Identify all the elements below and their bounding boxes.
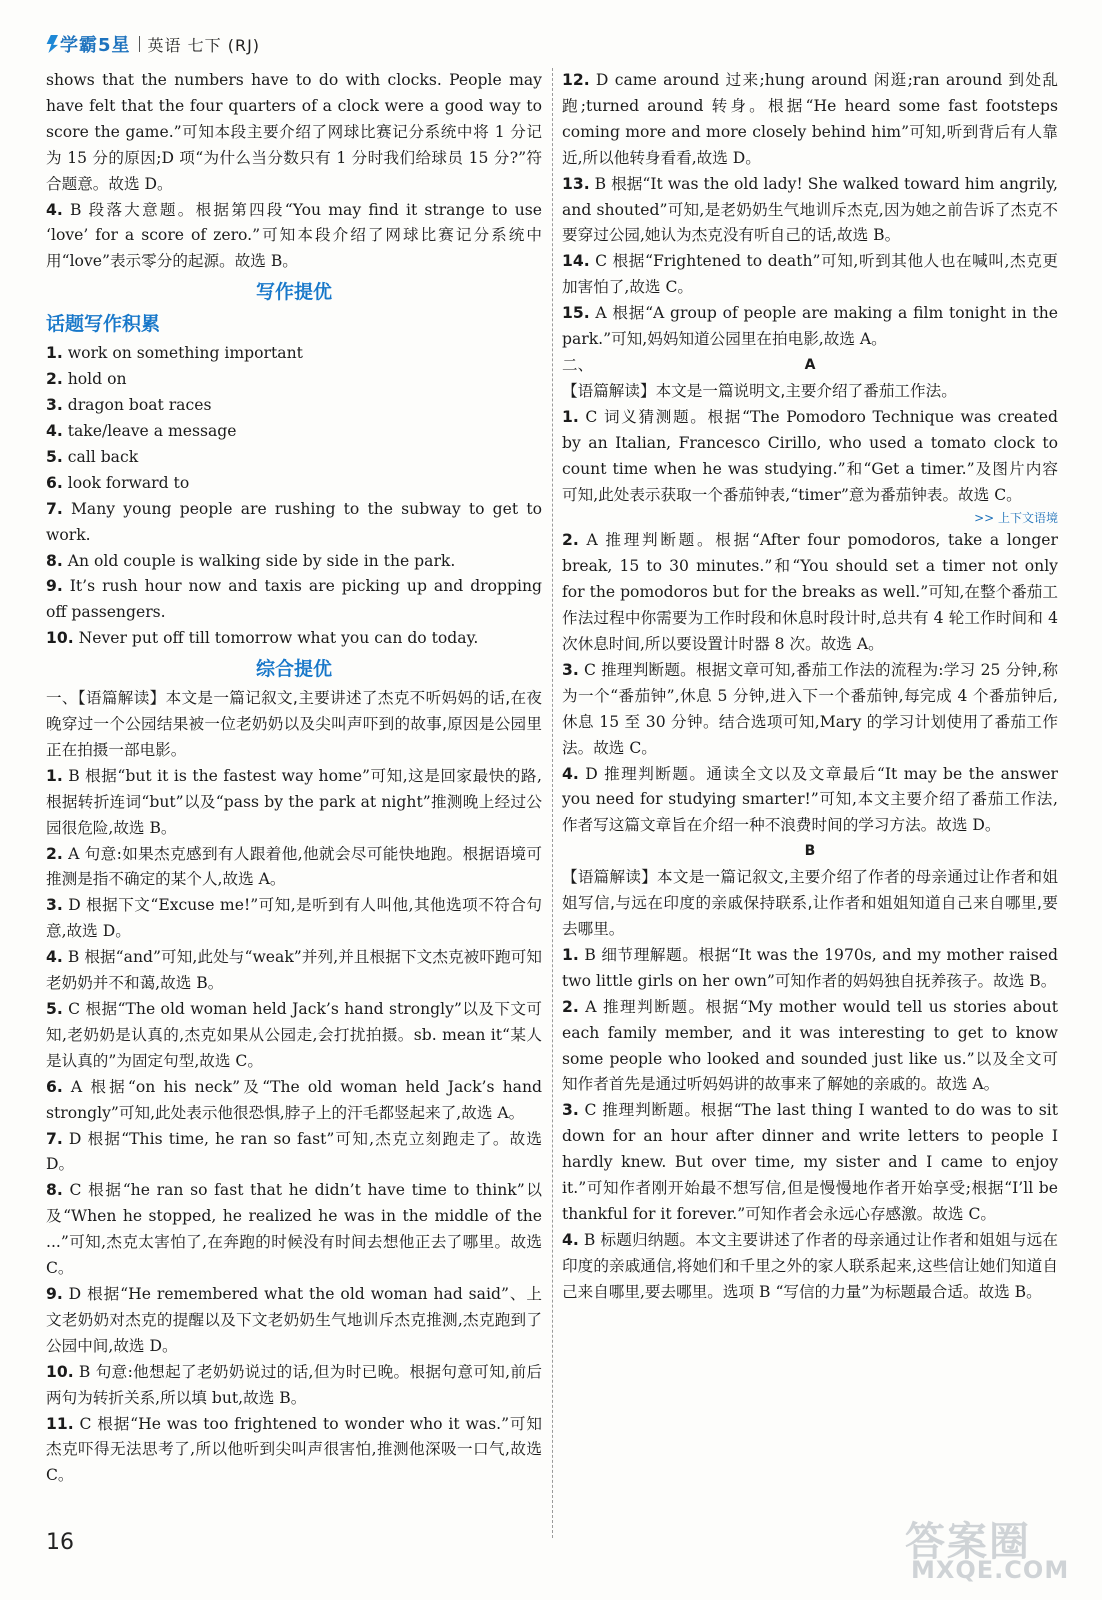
item-text: B 细节理解题。根据“It was the 1970s, and my mother raised two little girls on her own”可知作者的妈妈独自抚养孩子。故选 B。 <box>562 945 1058 990</box>
item-number: 9. <box>46 577 63 596</box>
passage-summary: 一、【语篇解读】本文是一篇记叙文,主要讲述了杰克不听妈妈的话,在夜晚穿过一个公园结果被一位老奶奶以及尖叫声吓到的故事,原因是公园里正在拍摄一部电影。 <box>46 689 542 759</box>
item-text: A 句意:如果杰克感到有人跟着他,他就会尽可能快地跑。根据语境可推测是指不确定的某个人,故选 A。 <box>46 844 542 889</box>
answer-item <box>46 893 542 945</box>
item-number: 5. <box>46 1000 63 1018</box>
header-divider <box>139 36 140 52</box>
item-number: 4. <box>562 764 579 783</box>
answer-item <box>46 842 542 894</box>
brand-logo: 学霸5星 <box>60 35 131 56</box>
item-number: 9. <box>46 1284 63 1303</box>
item-number: 8. <box>46 551 63 570</box>
answer-item <box>562 528 1058 658</box>
item-number: 12. <box>562 71 590 89</box>
answer-item <box>562 301 1058 353</box>
item-number: 10. <box>46 1362 74 1381</box>
item-text: A 根据“on his neck”及“The old woman held Jack’s hand strongly”可知,此处表示他很恐惧,脖子上的汗毛都竖起来了,故选 A。 <box>46 1077 542 1122</box>
item-text: An old couple is walking side by side in the park. <box>62 551 456 570</box>
item-text: A 推理判断题。根据“My mother would tell us stories about each family member, and it was interesting to get to know some people who looked and sounded just like us.”以及全文可知作者首先是通过听妈妈讲的故事来了解她的亲戚的。故选 A。 <box>562 997 1058 1094</box>
answer-item <box>46 497 542 549</box>
watermark-text: 答案圈 <box>905 1519 1031 1565</box>
answer-item <box>46 1412 542 1490</box>
answer-item <box>46 419 542 445</box>
item-number: 3. <box>46 396 63 415</box>
answer-item <box>46 1127 542 1179</box>
item-text: A 推理判断题。根据“After four pomodoros, take a longer break, 15 to 30 minutes.”和“You should set a timer not only for the pomodoros but for the breaks as well.”可知,在整个番茄工作法过程中你需要为工作时段和休息时段计时,总共有 4 轮工作时间和 4 次休息时间,所以要设置计时器 8 次。故选 A。 <box>562 531 1058 654</box>
item-text: take/leave a message <box>62 421 237 440</box>
item-number: 4. <box>562 1230 579 1249</box>
item-number: 7. <box>46 499 63 518</box>
answer-item <box>46 574 542 626</box>
item-text: work on something important <box>62 344 303 363</box>
hint-label: >> 上下文语境 <box>974 511 1058 526</box>
item-number: 5. <box>46 447 63 466</box>
answer-item <box>562 1098 1058 1228</box>
answer-item <box>46 997 542 1075</box>
item-text: D 根据下文“Excuse me!”可知,是听到有人叫他,其他选项不符合句意,故选 D。 <box>46 896 542 941</box>
answer-item <box>562 405 1058 509</box>
item-text: dragon boat races <box>62 396 212 415</box>
section-title: 综合提优 <box>255 658 332 681</box>
item-text: A 根据“A group of people are making a film tonight in the park.”可知,妈妈知道公园里在拍电影,故选 A。 <box>562 304 1058 349</box>
item-number: 8. <box>46 1181 63 1200</box>
item-number: 3. <box>562 1101 579 1120</box>
answer-item <box>46 445 542 471</box>
book-info: 英语 七下 (RJ) <box>147 35 261 55</box>
item-text: D 根据“This time, he ran so fast”可知,杰克立刻跑走了。故选 D。 <box>46 1129 542 1174</box>
item-text: look forward to <box>62 473 190 492</box>
answer-item <box>46 945 542 997</box>
passage-summary: 【语篇解读】本文是一篇说明文,主要介绍了番茄工作法。 <box>562 381 957 400</box>
page-number: 16 <box>46 1530 74 1555</box>
answer-item <box>562 995 1058 1099</box>
item-number: 3. <box>562 660 579 679</box>
item-text: C 根据“Frightened to death”可知,听到其他人也在喊叫,杰克更加害怕了,故选 C。 <box>562 252 1058 297</box>
left-column <box>46 68 542 1489</box>
passage-letter: B <box>804 843 816 860</box>
answer-item <box>46 471 542 497</box>
section-title: 写作提优 <box>255 281 332 304</box>
passage-letter: A <box>804 356 816 373</box>
item-number: 15. <box>562 304 590 323</box>
item-number: 3. <box>46 896 63 915</box>
item-text: B 根据“but it is the fastest way home”可知,这是回家最快的路,根据转折连词“but”以及“pass by the park at night”推测晚上经过公园很危险,故选 B。 <box>46 766 542 837</box>
item-text: C 根据“he ran so fast that he didn’t have time to think”以及“When he stopped, he realized he was in the middle of the ...”可知,杰克太害怕了,在奔跑的时候没有时间去想他正去了哪里。故选 C。 <box>46 1181 542 1278</box>
answer-item <box>562 762 1058 840</box>
answer-item <box>46 549 542 575</box>
item-text: Many young people are rushing to the subway to get to work. <box>46 499 542 544</box>
answer-item <box>46 393 542 419</box>
item-number: 2. <box>46 844 63 863</box>
answer-item <box>562 1228 1058 1306</box>
item-number: 2. <box>46 370 63 389</box>
item-number: 10. <box>46 629 74 648</box>
item-number: 2. <box>562 997 579 1016</box>
answer-item <box>46 1360 542 1412</box>
answer-item <box>46 1075 542 1127</box>
item-number: 13. <box>562 174 590 193</box>
item-text: It’s rush hour now and taxis are picking up and dropping off passengers. <box>46 577 542 622</box>
item-number: 14. <box>562 252 590 271</box>
item-number: 4. <box>46 200 63 219</box>
part-heading <box>562 353 1058 379</box>
column-divider <box>552 68 553 1538</box>
answer-item <box>562 249 1058 301</box>
answer-item <box>46 1178 542 1282</box>
answer-item <box>562 658 1058 762</box>
item-text: C 推理判断题。根据“The last thing I wanted to do was to sit down for an hour after dinner and write letters to people I hardly knew. But over time, my sister and I came to enjoy it.”可知作者刚开始最不想写信,但是慢慢地作者开始享受;根据“I’ll be thankful for it forever.”可知作者会永远心存感激。故选 C。 <box>562 1101 1058 1223</box>
item-number: 1. <box>562 407 579 426</box>
item-text: B 句意:他想起了老奶奶说过的话,但为时已晚。根据句意可知,前后两句为转折关系,所以填 but,故选 B。 <box>46 1362 542 1407</box>
item-text: D 推理判断题。通读全文以及文章最后“It may be the answer you need for studying smarter!”可知,本文主要介绍了番茄工作法,作者写这篇文章旨在介绍一种不浪费时间的学习方法。故选 D。 <box>562 764 1058 835</box>
item-text: B 段落大意题。根据第四段“You may find it strange to use ‘love’ for a score of zero.”可知本段介绍了网球比赛记分系统中用“love”表示零分的起源。故选 B。 <box>46 200 542 271</box>
answer-item <box>46 198 542 276</box>
item-number: 6. <box>46 1077 63 1096</box>
item-text: Never put off till tomorrow what you can do today. <box>73 629 479 648</box>
item-text: B 根据“It was the old lady! She walked toward him angrily, and shouted”可知,是老奶奶生气地训斥杰克,因为她之前告诉了杰克不要穿过公园,她认为杰克没有听自己的话,故选 B。 <box>562 174 1058 245</box>
item-number: 7. <box>46 1129 63 1148</box>
watermark-logo <box>905 1510 1075 1590</box>
answer-item <box>562 68 1058 172</box>
answer-item <box>46 367 542 393</box>
item-text: call back <box>62 447 139 466</box>
answer-item <box>46 764 542 842</box>
item-text: C 词义猜测题。根据“The Pomodoro Technique was created by an Italian, Francesco Cirillo, who used a tomato clock to count time when he was studying.”和“Get a timer.”及图片内容可知,此处表示获取一个番茄钟表,“timer”意为番茄钟表。故选 C。 <box>562 407 1058 504</box>
part-number: 二、 <box>562 355 594 374</box>
watermark-url: MXQE.COM <box>911 1556 1070 1584</box>
logo-icon <box>46 35 58 53</box>
item-number: 6. <box>46 473 63 492</box>
item-number: 4. <box>46 948 63 967</box>
item-number: 4. <box>46 421 63 440</box>
item-number: 1. <box>46 766 63 785</box>
answer-item <box>46 341 542 367</box>
subsection-title: 话题写作积累 <box>46 313 161 336</box>
item-number: 11. <box>46 1414 74 1433</box>
right-column <box>562 68 1058 1306</box>
page-header <box>46 30 260 58</box>
answer-item <box>46 1282 542 1360</box>
item-text: D came around 过来;hung around 闲逛;ran around 到处乱跑;turned around 转身。根据“He heard some fast footsteps coming more and more closely behind him”可知,听到背后有人靠近,所以他转身看看,故选 D。 <box>562 71 1058 167</box>
item-text: C 根据“The old woman held Jack’s hand strongly”以及下文可知,老奶奶是认真的,杰克如果从公园走,会打扰拍摄。sb. mean it“某人是认真的”为固定句型,故选 C。 <box>46 1000 542 1070</box>
answer-item <box>562 172 1058 250</box>
answer-item <box>562 943 1058 995</box>
item-number: 2. <box>562 531 579 550</box>
item-text: hold on <box>62 370 127 389</box>
item-text: C 推理判断题。根据文章可知,番茄工作法的流程为:学习 25 分钟,称为一个“番茄钟”,休息 5 分钟,进入下一个番茄钟,每完成 4 个番茄钟后,休息 15 至 30 分钟。结合选项可知,Mary 的学习计划使用了番茄工作法。故选 C。 <box>562 660 1058 757</box>
item-number: 1. <box>562 945 579 964</box>
item-text: C 根据“He was too frightened to wonder who it was.”可知杰克吓得无法思考了,所以他听到尖叫声很害怕,推测他深吸一口气,故选 C。 <box>46 1414 542 1485</box>
paragraph: shows that the numbers have to do with clocks. People may have felt that the four quarters of a clock were a good way to score the game.”可知本段主要介绍了网球比赛记分系统中将 1 分记为 15 分的原因;D 项“为什么当分数只有 1 分时我们给球员 15 分?”符合题意。故选 D。 <box>46 71 542 193</box>
item-number: 1. <box>46 344 63 363</box>
passage-summary: 【语篇解读】本文是一篇记叙文,主要介绍了作者的母亲通过让作者和姐姐写信,与远在印度的亲戚保持联系,让作者和姐姐知道自己来自哪里,要去哪里。 <box>562 868 1058 938</box>
item-text: D 根据“He remembered what the old woman had said”、上文老奶奶对杰克的提醒以及下文老奶奶生气地训斥杰克推测,杰克跑到了公园中间,故选 D。 <box>46 1284 542 1355</box>
answer-item <box>46 626 542 652</box>
item-text: B 根据“and”可知,此处与“weak”并列,并且根据下文杰克被吓跑可知老奶奶并不和蔼,故选 B。 <box>46 948 542 993</box>
item-text: B 标题归纳题。本文主要讲述了作者的母亲通过让作者和姐姐与远在印度的亲戚通信,将她们和千里之外的家人联系起来,这些信让她们知道自己来自哪里,要去哪里。选项 B “写信的力量”为标题最合适。故选 B。 <box>562 1230 1058 1301</box>
